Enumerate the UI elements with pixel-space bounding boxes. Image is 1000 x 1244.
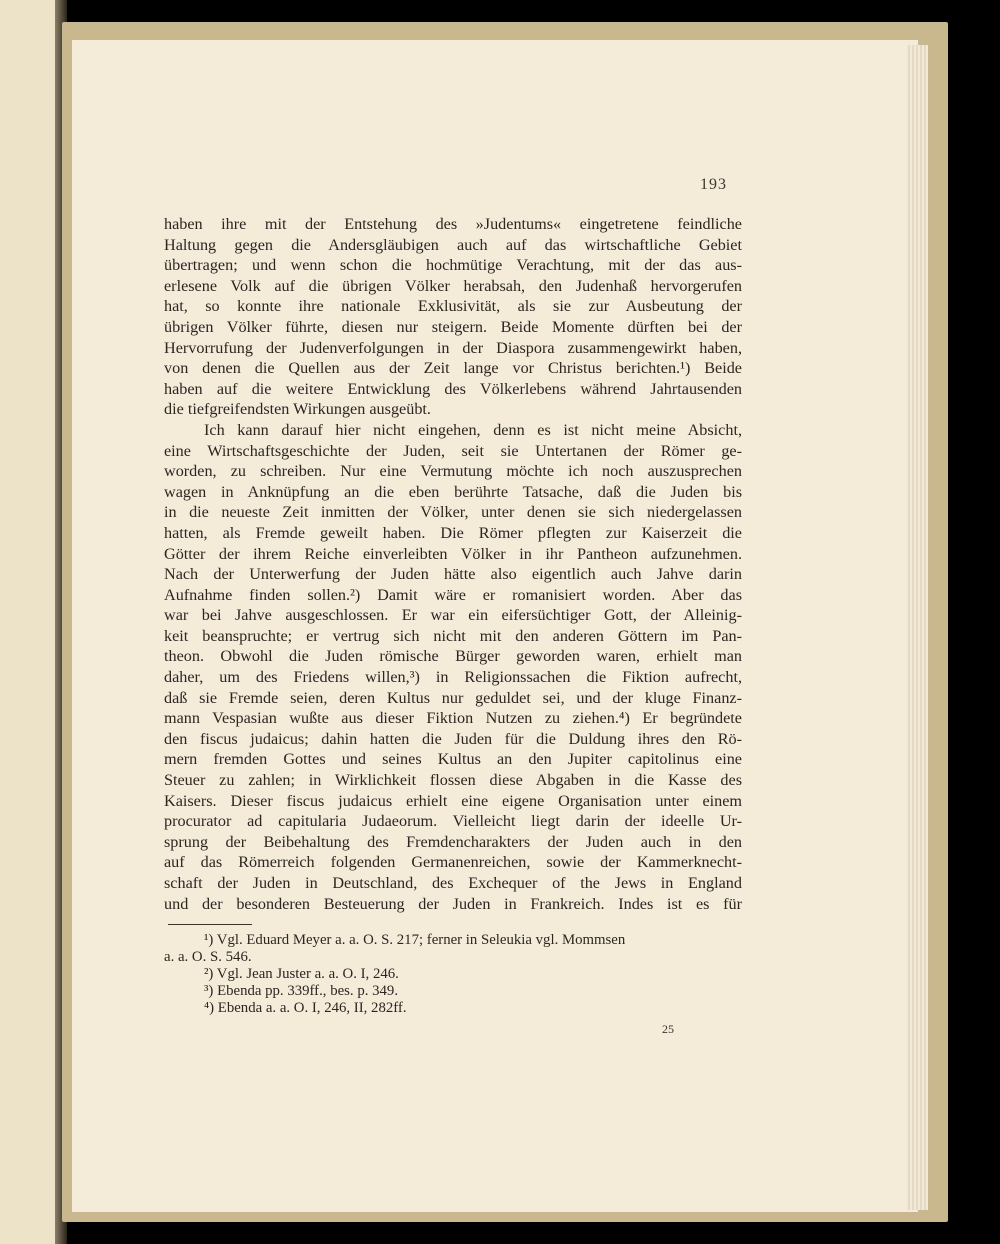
text-line: haben ihre mit der Entstehung des »Judentums« eingetretene feindliche <box>164 215 742 233</box>
text-line: den fiscus judaicus; dahin hatten die Juden für die Duldung ihres den Rö- <box>164 729 742 748</box>
footnote-rule <box>168 924 252 925</box>
footnote: ³) Ebenda pp. 339ff., bes. p. 349. <box>204 983 399 999</box>
text-line: worden, zu schreiben. Nur eine Vermutung möchte ich noch auszusprechen <box>164 462 742 481</box>
facing-page-edge <box>0 0 63 1244</box>
footnote: ⁴) Ebenda a. a. O. I, 246, II, 282ff. <box>204 1000 407 1016</box>
text-line: Aufnahme finden sollen.²) Damit wäre er romanisiert worden. Aber das <box>164 585 742 604</box>
page-stack-edge <box>906 45 928 1210</box>
text-line: hatten, als Fremde geweilt haben. Die Römer pflegten zur Kaiserzeit die <box>164 523 742 542</box>
text-line: wagen in Anknüpfung an die eben berührte Tatsache, daß die Juden bis <box>164 482 742 501</box>
main-text <box>164 214 742 914</box>
text-line: Ich kann darauf hier nicht eingehen, denn es ist nicht meine Absicht, <box>204 420 742 439</box>
text-line: von denen die Quellen aus der Zeit lange vor Christus berichten.¹) Beide <box>164 359 742 378</box>
text-line: Haltung gegen die Andersgläubigen auch auf das wirtschaftliche Gebiet <box>164 235 742 254</box>
text-line: auf das Römerreich folgenden Germanenreichen, sowie der Kammerknecht- <box>164 853 742 872</box>
text-line: war bei Jahve ausgeschlossen. Er war ein eifersüchtiger Gott, der Alleinig- <box>164 606 742 625</box>
text-line: keit beanspruchte; er vertrug sich nicht mit den anderen Göttern im Pan- <box>164 626 742 645</box>
text-line: procurator ad capitularia Judaeorum. Vielleicht liegt darin der ideelle Ur- <box>164 812 742 831</box>
text-line: schaft der Juden in Deutschland, des Exchequer of the Jews in England <box>164 874 742 892</box>
text-line: Nach der Unterwerfung der Juden hätte also eigentlich auch Jahve darin <box>164 565 742 584</box>
text-line: erlesene Volk auf die übrigen Völker herabsah, den Judenhaß hervorgerufen <box>164 276 742 295</box>
text-line: mern fremden Gottes und seines Kultus an den Jupiter capitolinus eine <box>164 750 742 769</box>
text-line: sprung der Beibehaltung des Fremdencharakters der Juden auch in den <box>164 832 742 851</box>
text-line: übrigen Völker führte, diesen nur steigern. Beide Momente dürften bei der <box>164 317 742 336</box>
page-number: 193 <box>700 176 727 193</box>
text-line: haben auf die weitere Entwicklung des Völkerlebens während Jahrtausenden <box>164 379 742 398</box>
footnote: ¹) Vgl. Eduard Meyer a. a. O. S. 217; ferner in Seleukia vgl. Mommsen <box>204 932 626 948</box>
text-line: Götter der ihrem Reiche einverleibten Völker in ihr Pantheon aufzunehmen. <box>164 544 742 563</box>
footnote: ²) Vgl. Jean Juster a. a. O. I, 246. <box>204 966 399 982</box>
text-line: Kaisers. Dieser fiscus judaicus erhielt eine eigene Organisation unter einem <box>164 791 742 810</box>
text-line: theon. Obwohl die Juden römische Bürger geworden waren, erhielt man <box>164 647 742 666</box>
text-line: und der besonderen Besteuerung der Juden in Frankreich. Indes ist es für <box>164 894 742 913</box>
text-line: hat, so konnte ihre nationale Exklusivität, als sie zur Ausbeutung der <box>164 297 742 316</box>
text-line: übertragen; und wenn schon die hochmütige Verachtung, mit der das aus- <box>164 256 742 275</box>
text-line: eine Wirtschaftsgeschichte der Juden, seit sie Untertanen der Römer ge- <box>164 441 742 460</box>
signature-mark: 25 <box>662 1022 674 1036</box>
text-line: Hervorrufung der Judenverfolgungen in der Diaspora zusammengewirkt haben, <box>164 338 742 357</box>
footnotes <box>164 932 749 1017</box>
text-line: die tiefgreifendsten Wirkungen ausgeübt. <box>164 400 431 419</box>
text-line: Steuer zu zahlen; in Wirklichkeit flossen diese Abgaben in die Kasse des <box>164 771 742 790</box>
text-line: daher, um des Friedens willen,³) in Religionssachen die Fiktion aufrecht, <box>164 668 742 687</box>
text-line: mann Vespasian wußte aus dieser Fiktion Nutzen zu ziehen.⁴) Er begründete <box>164 709 742 728</box>
text-line: daß sie Fremde seien, deren Kultus nur geduldet sei, und der kluge Finanz- <box>164 688 742 707</box>
footnote-continuation: a. a. O. S. 546. <box>164 949 252 965</box>
text-line: in die neueste Zeit inmitten der Völker, unter denen sie sich niedergelassen <box>164 503 742 522</box>
